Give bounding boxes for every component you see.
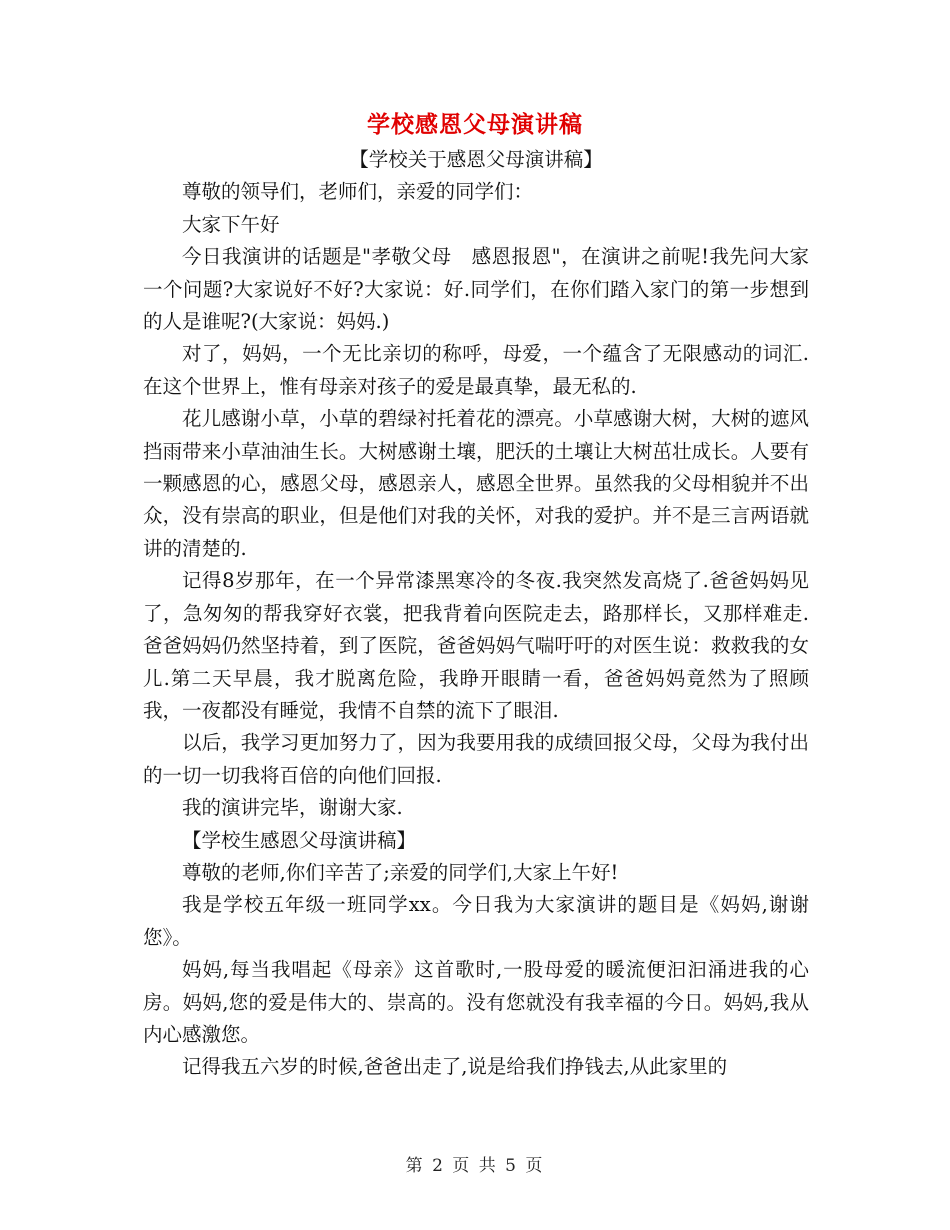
salutation: 尊敬的领导们，老师们，亲爱的同学们： <box>182 180 534 204</box>
page-footer: 第 2 页 共 5 页 <box>405 1156 545 1176</box>
paragraph: 我是学校五年级一班同学xx。今日我为大家演讲的题目是《妈妈,谢谢您》。 <box>143 893 809 949</box>
paragraph: 今日我演讲的话题是"孝敬父母 感恩报恩"，在演讲之前呢!我先问大家一个问题?大家说好不好?大家说：好.同学们，在你们踏入家门的第一步想到的人是谁呢?(大家说：妈妈.) <box>143 245 809 334</box>
section-heading: 【学校生感恩父母演讲稿】 <box>182 828 417 852</box>
paragraph: 记得我五六岁的时候,爸爸出走了,说是给我们挣钱去,从此家里的 <box>182 1055 728 1079</box>
document-title: 学校感恩父母演讲稿 <box>367 111 583 138</box>
salutation: 尊敬的老师,你们辛苦了;亲爱的同学们,大家上午好! <box>182 860 619 884</box>
paragraph: 花儿感谢小草，小草的碧绿衬托着花的漂亮。小草感谢大树，大树的遮风挡雨带来小草油油生长。大树感谢土壤，肥沃的土壤让大树茁壮成长。人要有一颗感恩的心，感恩父母，感恩亲人，感恩全世界。虽然我的父母相貌并不出众，没有崇高的职业，但是他们对我的关怀，对我的爱护。并不是三言两语就讲的清楚的. <box>143 407 809 560</box>
section-heading: 【学校关于感恩父母演讲稿】 <box>349 148 603 171</box>
greeting: 大家下午好 <box>182 212 280 236</box>
paragraph: 妈妈,每当我唱起《母亲》这首歌时,一股母爱的暖流便汩汩涌进我的心房。妈妈,您的爱是伟大的、崇高的。没有您就没有我幸福的今日。妈妈,我从内心感激您。 <box>143 958 809 1046</box>
paragraph: 以后，我学习更加努力了，因为我要用我的成绩回报父母，父母为我付出的一切一切我将百倍的向他们回报. <box>143 731 809 787</box>
paragraph: 记得8岁那年，在一个异常漆黑寒冷的冬夜.我突然发高烧了.爸爸妈妈见了，急匆匆的帮我穿好衣裳，把我背着向医院走去，路那样长，又那样难走.爸爸妈妈仍然坚持着，到了医院，爸爸妈妈气喘吁吁的对医生说：救救我的女儿.第二天早晨，我才脱离危险，我睁开眼睛一看，爸爸妈妈竟然为了照顾我，一夜都没有睡觉，我情不自禁的流下了眼泪. <box>143 569 809 722</box>
document-body <box>143 144 809 1084</box>
closing: 我的演讲完毕，谢谢大家. <box>182 796 403 820</box>
paragraph: 对了，妈妈，一个无比亲切的称呼，母爱，一个蕴含了无限感动的词汇.在这个世界上，惟有母亲对孩子的爱是最真挚，最无私的. <box>143 342 809 398</box>
